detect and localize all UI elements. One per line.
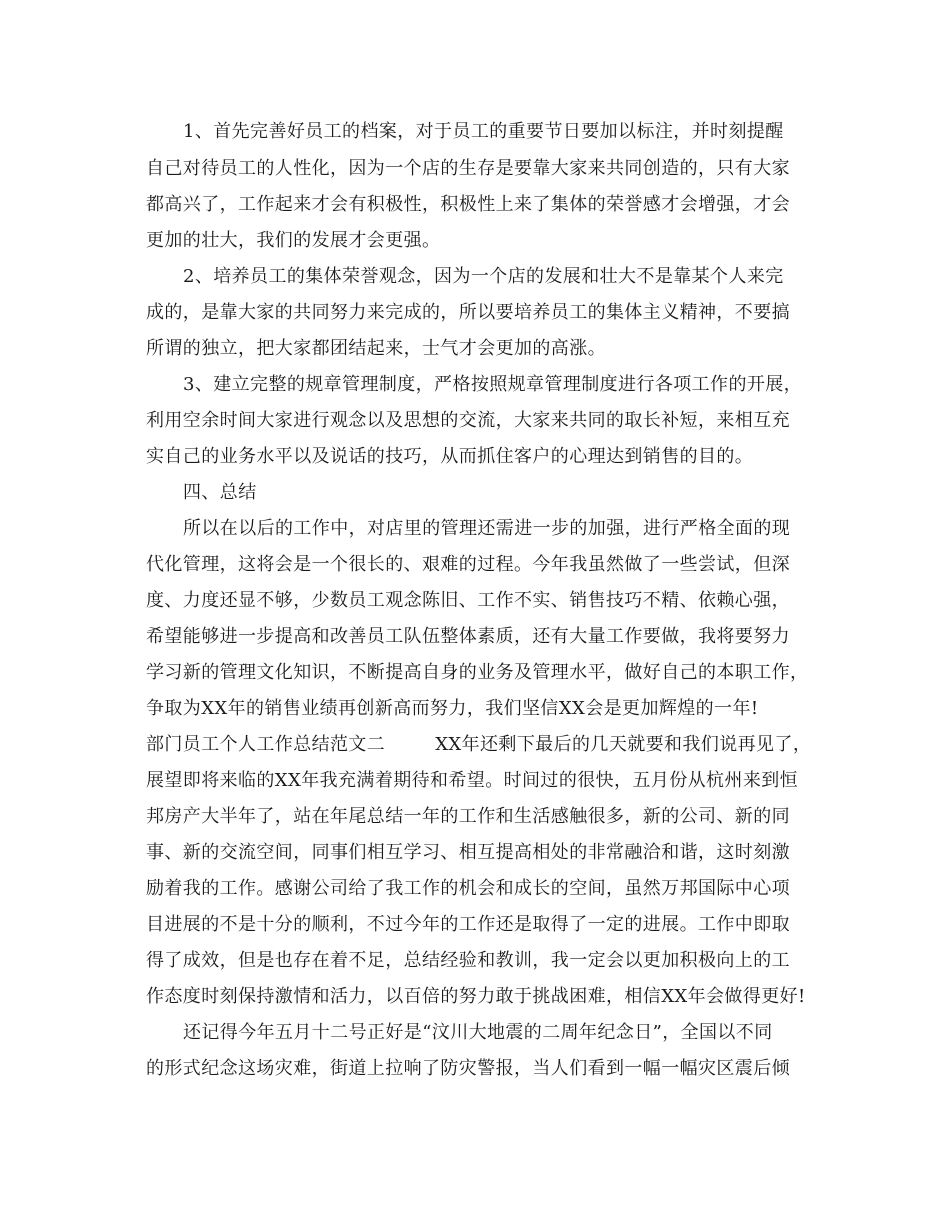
paragraph-1-line-3: 都高兴了，工作起来才会有积极性，积极性上来了集体的荣誉感才会增强，才会	[146, 194, 790, 215]
paragraph-2-line-1: 2、培养员工的集体荣誉观念，因为一个店的发展和壮大不是靠某个人来完	[183, 266, 784, 287]
paragraph-4-line-5: 学习新的管理文化知识，不断提高自身的业务及管理水平，做好自己的本职工作，	[146, 662, 809, 683]
paragraph-4-line-6: 争取为XX年的销售业绩再创新高而努力，我们坚信XX会是更加辉煌的一年!	[146, 698, 759, 719]
paragraph-4-line-4: 希望能够进一步提高和改善员工队伍整体素质，还有大量工作要做，我将要努力	[146, 626, 790, 647]
paragraph-5-line-2: 展望即将来临的XX年我充满着期待和希望。时间过的很快，五月份从杭州来到恒	[146, 770, 799, 791]
paragraph-6-line-2: 的形式纪念这场灾难，街道上拉响了防灾警报，当人们看到一幅一幅灾区震后倾	[146, 1058, 790, 1079]
paragraph-2-line-2: 成的，是靠大家的共同努力来完成的，所以要培养员工的集体主义精神，不要搞	[146, 302, 790, 323]
paragraph-4-line-1: 所以在以后的工作中，对店里的管理还需进一步的加强，进行严格全面的现	[183, 518, 791, 539]
section-heading-summary: 四、总结	[183, 482, 257, 503]
paragraph-5-line-3: 邦房产大半年了，站在年尾总结一年的工作和生活感触很多，新的公司、新的同	[146, 806, 790, 827]
paragraph-5-opening: XX年还剩下最后的几天就要和我们说再见了，	[435, 734, 812, 755]
paragraph-1-line-4: 更加的壮大，我们的发展才会更强。	[146, 230, 441, 251]
article-title: 部门员工个人工作总结范文二	[146, 734, 386, 755]
paragraph-4-line-2: 代化管理，这将会是一个很长的、艰难的过程。今年我虽然做了一些尝试，但深	[146, 554, 790, 575]
paragraph-3-line-3: 实自己的业务水平以及说话的技巧，从而抓住客户的心理达到销售的目的。	[146, 446, 754, 467]
paragraph-5-line-6: 目进展的不是十分的顺利，不过今年的工作还是取得了一定的进展。工作中即取	[146, 914, 790, 935]
paragraph-3-line-2: 利用空余时间大家进行观念以及思想的交流，大家来共同的取长补短，来相互充	[146, 410, 790, 431]
paragraph-5-line-8: 作态度时刻保持激情和活力，以百倍的努力敢于挑战困难，相信XX年会做得更好!	[146, 986, 806, 1007]
paragraph-6-line-1: 还记得今年五月十二号正好是“汶川大地震的二周年纪念日”，全国以不同	[183, 1022, 773, 1043]
paragraph-5-line-1	[146, 733, 812, 757]
paragraph-3-line-1: 3、建立完整的规章管理制度，严格按照规章管理制度进行各项工作的开展，	[183, 374, 803, 395]
paragraph-1-line-2: 自己对待员工的人性化，因为一个店的生存是要靠大家来共同创造的，只有大家	[146, 158, 790, 179]
paragraph-1-line-1: 1、首先完善好员工的档案，对于员工的重要节日要加以标注，并时刻提醒	[183, 121, 784, 142]
paragraph-5-line-5: 励着我的工作。感谢公司给了我工作的机会和成长的空间，虽然万邦国际中心项	[146, 878, 790, 899]
paragraph-5-line-7: 得了成效，但是也存在着不足，总结经验和教训，我一定会以更加积极向上的工	[146, 950, 790, 971]
paragraph-4-line-3: 度、力度还显不够，少数员工观念陈旧、工作不实、销售技巧不精、依赖心强，	[146, 590, 790, 611]
paragraph-2-line-3: 所谓的独立，把大家都团结起来，士气才会更加的高涨。	[146, 338, 606, 359]
paragraph-5-line-4: 事、新的交流空间，同事们相互学习、相互提高相处的非常融洽和谐，这时刻激	[146, 842, 790, 863]
